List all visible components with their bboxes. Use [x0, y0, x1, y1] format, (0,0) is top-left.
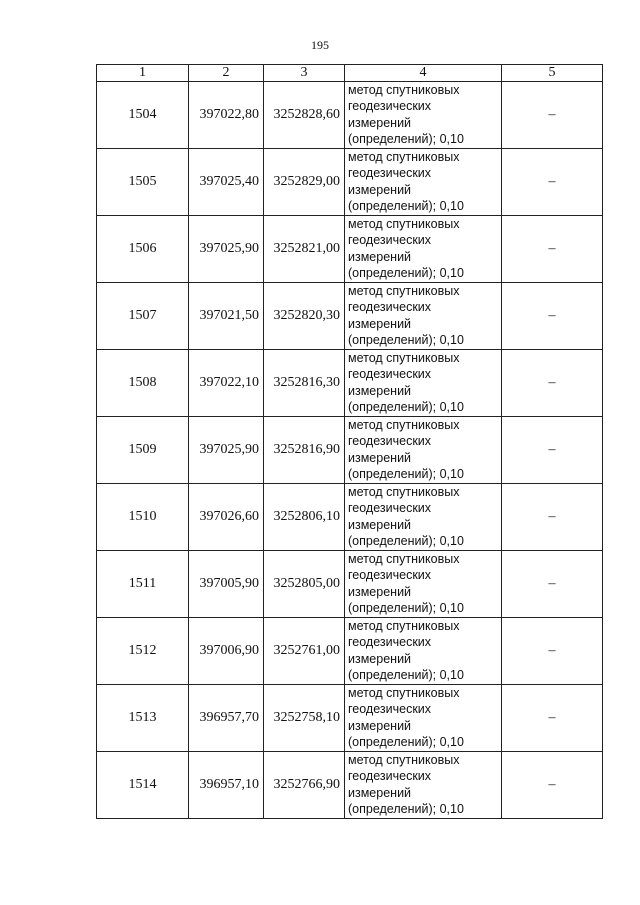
table-row	[97, 618, 603, 685]
method-line: геодезических	[348, 635, 432, 650]
method-line: метод спутниковых	[348, 418, 460, 432]
coordinates-table	[96, 64, 603, 819]
method-line: измерений	[348, 316, 412, 331]
method-cell	[345, 484, 502, 551]
point-number-cell: 1506	[97, 216, 189, 283]
y-coordinate-cell: 3252805,00	[264, 551, 345, 618]
method-cell	[345, 551, 502, 618]
method-line: измерений	[348, 517, 412, 532]
method-cell	[345, 216, 502, 283]
method-line: метод спутниковых	[348, 83, 460, 97]
table-row	[97, 149, 603, 216]
method-line: геодезических	[348, 501, 432, 516]
y-coordinate-cell: 3252821,00	[264, 216, 345, 283]
method-line: метод спутниковых	[348, 351, 460, 365]
method-line: измерений	[348, 718, 412, 733]
method-line: метод спутниковых	[348, 485, 460, 499]
x-coordinate-cell: 397006,90	[189, 618, 264, 685]
x-coordinate-cell: 396957,10	[189, 752, 264, 819]
point-number-cell: 1505	[97, 149, 189, 216]
table-row	[97, 417, 603, 484]
table-row	[97, 752, 603, 819]
note-cell: –	[502, 149, 603, 216]
point-number-cell: 1510	[97, 484, 189, 551]
x-coordinate-cell: 397025,90	[189, 417, 264, 484]
point-number-cell: 1513	[97, 685, 189, 752]
method-line: геодезических	[348, 769, 432, 784]
method-line: (определений); 0,10	[348, 600, 464, 615]
method-cell	[345, 685, 502, 752]
y-coordinate-cell: 3252761,00	[264, 618, 345, 685]
table-row	[97, 685, 603, 752]
method-line: геодезических	[348, 367, 432, 382]
table-body	[97, 82, 603, 819]
method-line: измерений	[348, 450, 412, 465]
y-coordinate-cell: 3252829,00	[264, 149, 345, 216]
point-number-cell: 1514	[97, 752, 189, 819]
method-line: геодезических	[348, 434, 432, 449]
note-cell: –	[502, 618, 603, 685]
point-number-cell: 1512	[97, 618, 189, 685]
method-line: измерений	[348, 651, 412, 666]
method-line: (определений); 0,10	[348, 265, 464, 280]
table-header-row	[97, 65, 603, 82]
y-coordinate-cell: 3252806,10	[264, 484, 345, 551]
column-header-4: 4	[345, 65, 502, 82]
page-number: 195	[311, 38, 329, 52]
method-line: метод спутниковых	[348, 217, 460, 231]
method-cell	[345, 618, 502, 685]
method-line: геодезических	[348, 702, 432, 717]
x-coordinate-cell: 397021,50	[189, 283, 264, 350]
x-coordinate-cell: 397026,60	[189, 484, 264, 551]
method-line: метод спутниковых	[348, 150, 460, 164]
point-number-cell: 1508	[97, 350, 189, 417]
note-cell: –	[502, 216, 603, 283]
table-row	[97, 82, 603, 149]
x-coordinate-cell: 397025,40	[189, 149, 264, 216]
method-cell	[345, 283, 502, 350]
method-line: метод спутниковых	[348, 284, 460, 298]
table-row	[97, 484, 603, 551]
note-cell: –	[502, 350, 603, 417]
method-line: измерений	[348, 249, 412, 264]
note-cell: –	[502, 685, 603, 752]
method-line: (определений); 0,10	[348, 332, 464, 347]
column-header-5: 5	[502, 65, 603, 82]
column-header-2: 2	[189, 65, 264, 82]
note-cell: –	[502, 484, 603, 551]
y-coordinate-cell: 3252766,90	[264, 752, 345, 819]
method-cell	[345, 417, 502, 484]
method-line: измерений	[348, 383, 412, 398]
method-line: геодезических	[348, 568, 432, 583]
method-line: (определений); 0,10	[348, 734, 464, 749]
table-row	[97, 350, 603, 417]
note-cell: –	[502, 82, 603, 149]
method-line: (определений); 0,10	[348, 198, 464, 213]
y-coordinate-cell: 3252816,90	[264, 417, 345, 484]
note-cell: –	[502, 417, 603, 484]
method-line: измерений	[348, 182, 412, 197]
method-line: (определений); 0,10	[348, 466, 464, 481]
method-cell	[345, 350, 502, 417]
x-coordinate-cell: 397022,80	[189, 82, 264, 149]
method-line: (определений); 0,10	[348, 667, 464, 682]
method-line: измерений	[348, 785, 412, 800]
method-line: (определений); 0,10	[348, 131, 464, 146]
method-line: (определений); 0,10	[348, 399, 464, 414]
method-line: геодезических	[348, 233, 432, 248]
method-line: геодезических	[348, 166, 432, 181]
method-line: измерений	[348, 115, 412, 130]
method-line: метод спутниковых	[348, 619, 460, 633]
x-coordinate-cell: 396957,70	[189, 685, 264, 752]
point-number-cell: 1507	[97, 283, 189, 350]
method-line: измерений	[348, 584, 412, 599]
y-coordinate-cell: 3252816,30	[264, 350, 345, 417]
method-cell	[345, 82, 502, 149]
note-cell: –	[502, 752, 603, 819]
method-line: геодезических	[348, 99, 432, 114]
point-number-cell: 1511	[97, 551, 189, 618]
method-line: (определений); 0,10	[348, 801, 464, 816]
method-line: геодезических	[348, 300, 432, 315]
method-cell	[345, 149, 502, 216]
column-header-1: 1	[97, 65, 189, 82]
method-line: (определений); 0,10	[348, 533, 464, 548]
note-cell: –	[502, 283, 603, 350]
note-cell: –	[502, 551, 603, 618]
column-header-3: 3	[264, 65, 345, 82]
point-number-cell: 1504	[97, 82, 189, 149]
y-coordinate-cell: 3252828,60	[264, 82, 345, 149]
table-row	[97, 551, 603, 618]
method-line: метод спутниковых	[348, 753, 460, 767]
point-number-cell: 1509	[97, 417, 189, 484]
x-coordinate-cell: 397025,90	[189, 216, 264, 283]
method-line: метод спутниковых	[348, 686, 460, 700]
table-row	[97, 216, 603, 283]
method-line: метод спутниковых	[348, 552, 460, 566]
table-row	[97, 283, 603, 350]
method-cell	[345, 752, 502, 819]
y-coordinate-cell: 3252820,30	[264, 283, 345, 350]
y-coordinate-cell: 3252758,10	[264, 685, 345, 752]
x-coordinate-cell: 397022,10	[189, 350, 264, 417]
x-coordinate-cell: 397005,90	[189, 551, 264, 618]
